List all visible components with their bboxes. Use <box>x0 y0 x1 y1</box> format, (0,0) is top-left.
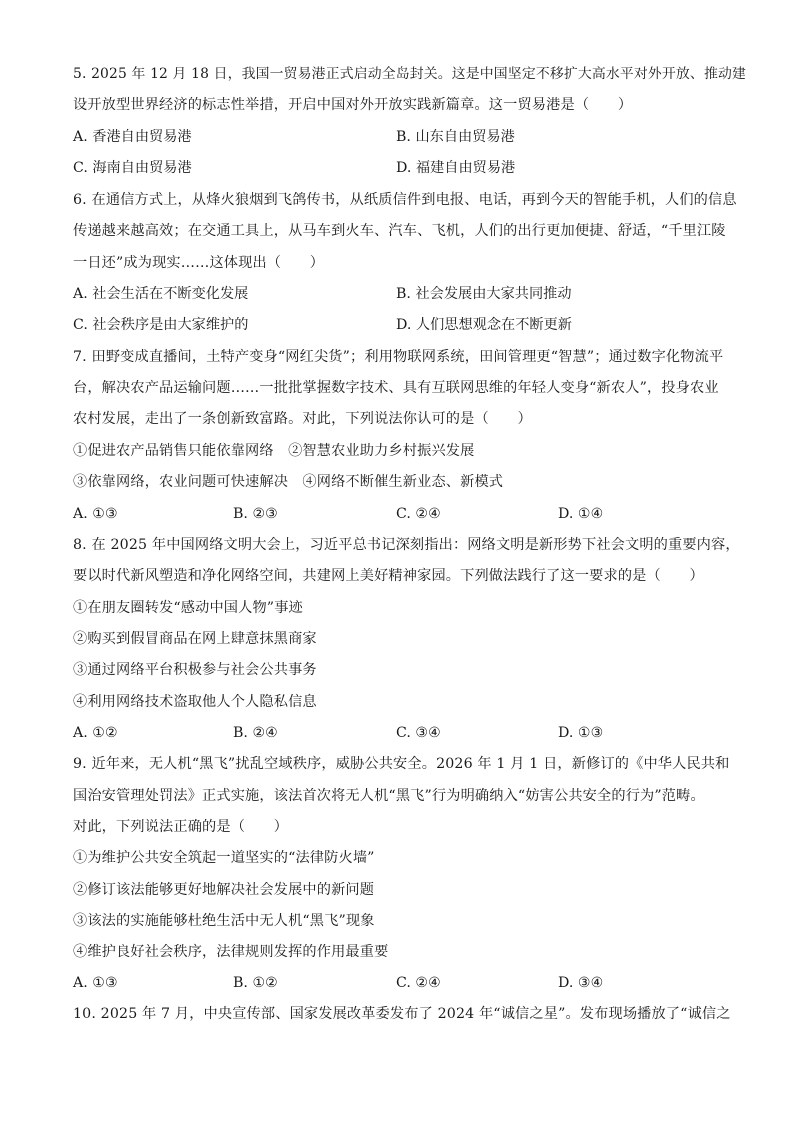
q7-statements-line-1: ①促进农产品销售只能依靠网络 ②智慧农业助力乡村振兴发展 <box>73 443 475 459</box>
q8-statement-4: ④利用网络技术盗取他人个人隐私信息 <box>73 694 317 710</box>
q9-option-a: A. ①③ <box>73 975 118 991</box>
q5-stem-line-2: 设开放型世界经济的标志性举措，开启中国对外开放实践新篇章。这一贸易港是（ ） <box>73 97 633 113</box>
q9-option-c: C. ②④ <box>396 975 441 991</box>
q7-option-d: D. ①④ <box>558 506 604 522</box>
q8-stem-line-1: 8. 在 2025 年中国网络文明大会上，习近平总书记深刻指出：网络文明是新形势下社会文明的重要内容， <box>73 537 740 553</box>
q9-stem-line-3: 对此，下列说法正确的是（ ） <box>73 819 289 835</box>
q8-option-c: C. ③④ <box>396 725 441 741</box>
q6-stem-line-2: 传递越来越高效；在交通工具上，从马车到火车、汽车、飞机，人们的出行更加便捷、舒适，“千里江陵 <box>73 223 726 239</box>
q8-option-a: A. ①② <box>73 725 118 741</box>
q8-stem-line-2: 要以时代新风塑造和净化网络空间，共建网上美好精神家园。下列做法践行了这一要求的是（ ） <box>73 568 704 584</box>
q8-option-b: B. ②④ <box>233 725 278 741</box>
q6-option-d: D. 人们思想观念在不断更新 <box>396 317 572 333</box>
q7-stem-line-3: 农村发展，走出了一条创新致富路。对此，下列说法你认可的是（ ） <box>73 411 532 427</box>
q9-option-d: D. ③④ <box>558 975 604 991</box>
q8-statement-3: ③通过网络平台积极参与社会公共事务 <box>73 662 317 678</box>
q5-option-a: A. 香港自由贸易港 <box>73 129 192 145</box>
q9-option-b: B. ①② <box>233 975 278 991</box>
q5-stem-line-1: 5. 2025 年 12 月 18 日，我国一贸易港正式启动全岛封关。这是中国坚定不移扩大高水平对外开放、推动建 <box>73 66 746 82</box>
q7-option-c: C. ②④ <box>396 506 441 522</box>
q7-stem-line-2: 台，解决农产品运输问题……一批批掌握数字技术、具有互联网思维的年轻人变身“新农人”，投身农业 <box>73 380 719 396</box>
q7-option-a: A. ①③ <box>73 506 118 522</box>
q8-option-d: D. ①③ <box>558 725 604 741</box>
q5-option-c: C. 海南自由贸易港 <box>73 160 192 176</box>
q7-statements-line-2: ③依靠网络，农业问题可快速解决 ④网络不断催生新业态、新模式 <box>73 474 504 490</box>
q8-statement-2: ②购买到假冒商品在网上肆意抹黑商家 <box>73 631 317 647</box>
q9-statement-2: ②修订该法能够更好地解决社会发展中的新问题 <box>73 882 375 898</box>
q7-stem-line-1: 7. 田野变成直播间，土特产变身“网红尖货”；利用物联网系统，田间管理更“智慧”；通过数字化物流平 <box>73 349 724 365</box>
q9-statement-3: ③该法的实施能够杜绝生活中无人机“黑飞”现象 <box>73 913 375 929</box>
q5-option-b: B. 山东自由贸易港 <box>396 129 515 145</box>
q6-stem-line-1: 6. 在通信方式上，从烽火狼烟到飞鸽传书，从纸质信件到电报、电话，再到今天的智能手机，人们的信息 <box>73 192 737 208</box>
q8-statement-1: ①在朋友圈转发“感动中国人物”事迹 <box>73 600 303 616</box>
q9-stem-line-1: 9. 近年来，无人机“黑飞”扰乱空域秩序，威胁公共安全。2026 年 1 月 1 日，新修订的《中华人民共和 <box>73 756 730 772</box>
q10-stem-line-1: 10. 2025 年 7 月，中央宣传部、国家发展改革委发布了 2024 年“诚信之星”。发布现场播放了“诚信之 <box>73 1006 731 1022</box>
q9-statement-4: ④维护良好社会秩序，法律规则发挥的作用最重要 <box>73 944 389 960</box>
q6-option-a: A. 社会生活在不断变化发展 <box>73 286 249 302</box>
q9-statement-1: ①为维护公共安全筑起一道坚实的“法律防火墙” <box>73 850 375 866</box>
q7-option-b: B. ②③ <box>233 506 278 522</box>
q9-stem-line-2: 国治安管理处罚法》正式实施，该法首次将无人机“黑飞”行为明确纳入“妨害公共安全的行为”范畴。 <box>73 788 705 804</box>
q6-stem-line-3: 一日还”成为现实……这体现出（ ） <box>73 255 325 271</box>
q6-option-c: C. 社会秩序是由大家维护的 <box>73 317 249 333</box>
q6-option-b: B. 社会发展由大家共同推动 <box>396 286 572 302</box>
q5-option-d: D. 福建自由贸易港 <box>396 160 516 176</box>
